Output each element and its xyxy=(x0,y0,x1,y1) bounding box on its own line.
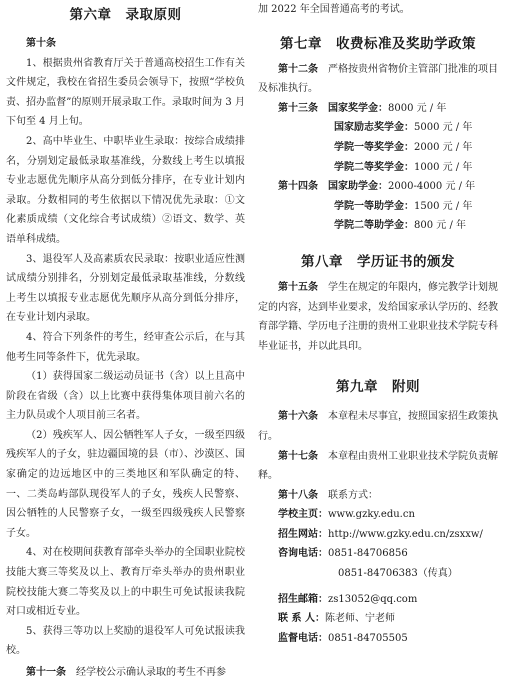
article-18 xyxy=(258,486,498,506)
contact-label: 联 系 人： xyxy=(278,613,325,625)
article-10-para-5: 4、对在校期间获教育部牵头举办的全国职业院校技能大赛三等奖及以上、教育厅牵头举办的贵州职业院校技能大赛二等奖及以上的中职生可免试报读我院对口或相近专业。 xyxy=(6,547,245,618)
article-12-heading: 第十二条 xyxy=(278,63,318,75)
fee-value: 2000-4000 元 / 年 xyxy=(388,181,476,193)
fee-value: 5000 元 / 年 xyxy=(414,122,473,134)
contact-fax xyxy=(258,564,498,584)
continued-text: 加 2022 年全国普通高考的考试。 xyxy=(258,4,410,15)
article-10-para-4-1: （1）获得国家二级运动员证书（含）以上且高中阶段在省级（含）以上比赛中获得集体项目前六名的主力队员或个人项目前三名者。 xyxy=(6,371,245,422)
chapter-8-title: 第八章 学历证书的颁发 xyxy=(301,253,455,270)
contact-value[interactable]: zs13052@qq.com xyxy=(328,593,418,605)
fee-label: 学院一等奖学金： xyxy=(334,141,414,153)
left-column xyxy=(6,0,245,683)
article-16 xyxy=(258,407,498,446)
article-16-text: 本章程未尽事宜，按照国家招生政策执行。 xyxy=(258,411,498,442)
article-13-row-1 xyxy=(258,99,498,119)
contact-value: 0851-84706856 xyxy=(328,548,408,560)
fee-label: 国家助学金： xyxy=(328,181,388,193)
fee-value: 8000 元 / 年 xyxy=(388,102,447,114)
contact-person xyxy=(258,609,498,629)
contact-value: 0851-84705505 xyxy=(328,632,408,644)
article-11-heading: 第十一条 xyxy=(26,667,66,678)
fee-value: 800 元 / 年 xyxy=(414,220,466,232)
article-10-para-3: 3、退役军人及高素质农民录取：按职业适应性测试成绩分别排名，分别划定最低录取基准线，分数线上考生以填报专业志愿优先顺序从高分到低分排序，在专业计划内录取。 xyxy=(6,253,245,324)
contact-homepage xyxy=(258,505,498,525)
contact-value: 0851-84706383（传真） xyxy=(338,568,458,580)
article-10-para-4: 4、符合下列条件的考生，经审查公示后，在与其他考生同等条件下，优先录取。 xyxy=(6,331,245,363)
contact-label: 招生网站： xyxy=(278,528,328,540)
fee-value: 1000 元 / 年 xyxy=(414,161,473,173)
contact-label: 监督电话： xyxy=(278,632,328,644)
contact-admission-site xyxy=(258,525,498,545)
contact-phone xyxy=(258,544,498,564)
fee-value: 2000 元 / 年 xyxy=(414,141,473,153)
contact-email xyxy=(258,590,498,610)
fee-label: 国家奖学金： xyxy=(328,102,388,114)
article-18-heading: 第十八条 xyxy=(278,489,318,501)
article-18-text: 联系方式： xyxy=(328,489,378,501)
article-13-row-2 xyxy=(258,118,498,138)
article-15 xyxy=(258,278,498,356)
article-11-text: 经学校公示确认录取的考生不再参 xyxy=(76,667,226,678)
article-15-heading: 第十五条 xyxy=(278,281,318,293)
article-14-row-1 xyxy=(258,177,498,197)
article-17-text: 本章程由贵州工业职业技术学院负责解释。 xyxy=(258,450,498,482)
contact-label: 学校主页： xyxy=(278,509,328,521)
contact-label: 咨询电话： xyxy=(278,548,328,560)
chapter-6-title: 第六章 录取原则 xyxy=(69,7,182,23)
article-10-para-2: 2、高中毕业生、中职毕业生录取：按综合成绩排名，分别划定最低录取基准线，分数线上考生以填报专业志愿优先顺序从高分到低分排序，在专业计划内录取。分数相同的考生依据以下情况优先录取：①文化素质成绩（文化综合考试成绩）②语文、数学、英语单科成绩。 xyxy=(6,135,245,245)
fee-label: 学院二等助学金： xyxy=(334,220,414,232)
article-12 xyxy=(258,60,498,99)
contact-value[interactable]: http://www.gzky.edu.cn/zsxxw/ xyxy=(328,528,483,540)
article-14-heading: 第十四条 xyxy=(278,181,318,193)
article-11 xyxy=(6,663,245,683)
right-column xyxy=(258,0,498,648)
fee-value: 1500 元 / 年 xyxy=(414,200,473,212)
article-12-text: 严格按贵州省物价主管部门批准的项目及标准执行。 xyxy=(258,63,498,95)
fee-label: 国家励志奖学金： xyxy=(334,122,414,134)
article-16-heading: 第十六条 xyxy=(278,411,318,423)
chapter-7-title: 第七章 收费标准及奖助学政策 xyxy=(280,35,476,52)
article-10-para-4-2: （2）残疾军人、因公牺牲军人子女，一级至四级残疾军人的子女，驻边疆国境的县（市）、沙漠区、国家确定的边远地区中的三类地区和军队确定的特、一、二类岛屿部队现役军人的子女，残疾人民警察、因公牺牲的人民警察子女，一级至四级残疾人民警察子女。 xyxy=(6,429,245,539)
article-10-para-1: 1、根据贵州省教育厅关于普通高校招生工作有关文件规定，我校在省招生委员会领导下，按照“学校负责、招办监督”的原则开展录取工作。录取时间为 3 月下旬至 4 月上旬。 xyxy=(6,57,245,128)
contact-label: 招生邮箱： xyxy=(278,593,328,605)
contact-value[interactable]: www.gzky.edu.cn xyxy=(328,509,415,521)
fee-label: 学院二等奖学金： xyxy=(334,161,414,173)
article-13-heading: 第十三条 xyxy=(278,102,318,114)
contact-supervision-phone xyxy=(258,629,498,649)
contact-value: 陈老师、宁老师 xyxy=(324,613,395,625)
article-14-row-2 xyxy=(258,197,498,217)
chapter-9-title: 第九章 附则 xyxy=(336,379,420,396)
article-13-row-3 xyxy=(258,138,498,158)
article-14-row-3 xyxy=(258,216,498,236)
article-17-heading: 第十七条 xyxy=(278,450,318,462)
article-10-para-6: 5、获得三等功以上奖励的退役军人可免试报读我校。 xyxy=(6,625,245,657)
fee-label: 学院一等助学金： xyxy=(334,200,414,212)
article-10-heading: 第十条 xyxy=(26,38,56,49)
article-13-row-4 xyxy=(258,158,498,178)
article-15-text: 学生在规定的年限内，修完教学计划规定的内容，达到毕业要求，发给国家承认学历的、经教育部学籍、学历电子注册的贵州工业职业技术学院专科毕业证书，并以此具印。 xyxy=(258,281,498,352)
article-17 xyxy=(258,447,498,486)
